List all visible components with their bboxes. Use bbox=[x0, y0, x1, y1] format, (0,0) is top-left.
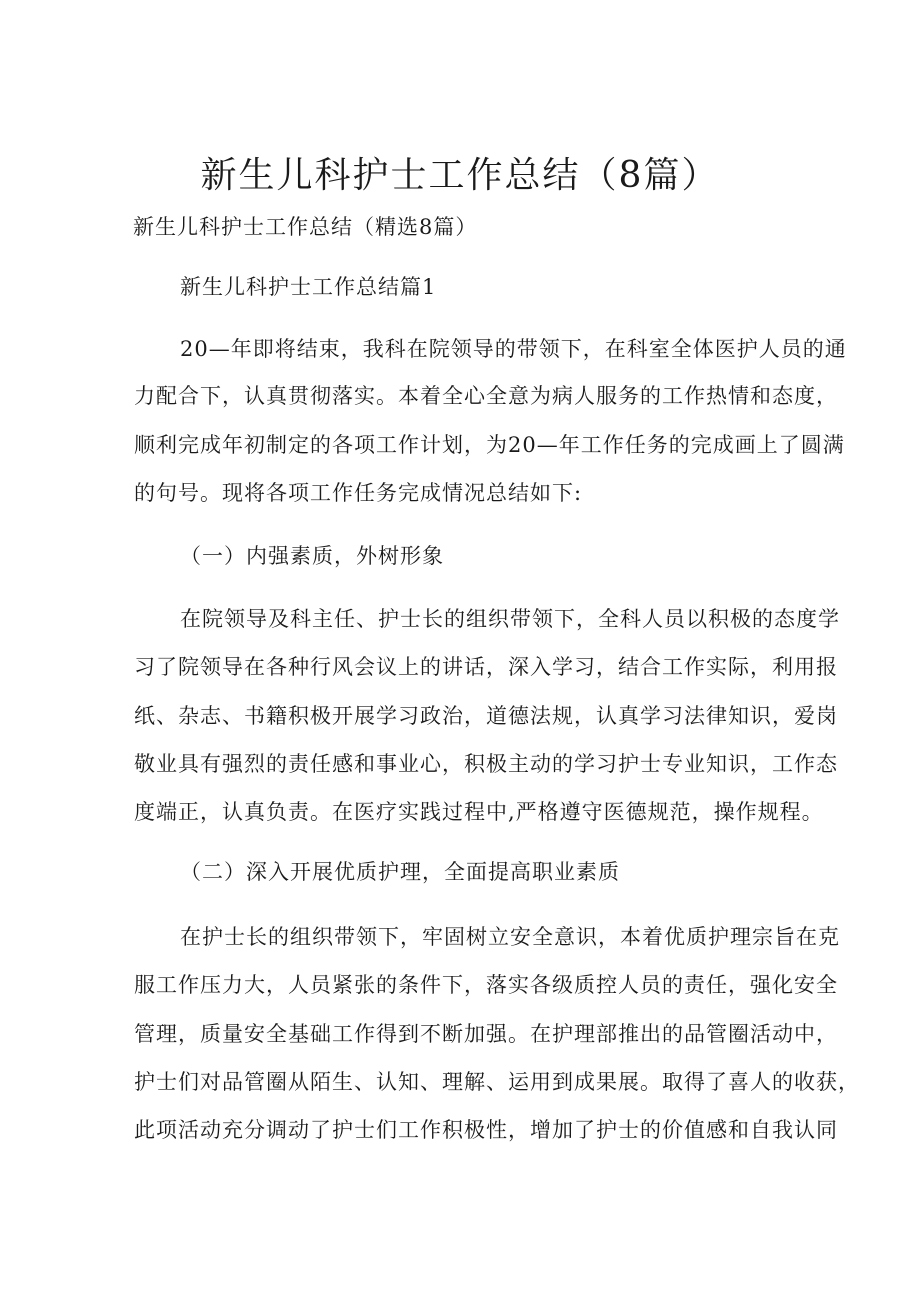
paragraph-2-line-4: 敬业具有强烈的责任感和事业心，积极主动的学习护士专业知识，工作态 bbox=[134, 752, 838, 776]
subheading-1: （一）内强素质，外树形象 bbox=[180, 544, 444, 568]
paragraph-3-line-2: 服工作压力大，人员紧张的条件下，落实各级质控人员的责任，强化安全 bbox=[134, 973, 838, 997]
paragraph-3-line-1: 在护士长的组织带领下，牢固树立安全意识，本着优质护理宗旨在克 bbox=[180, 925, 840, 949]
paragraph-3-line-4: 护士们对品管圈从陌生、认知、理解、运用到成果展。取得了喜人的收获， bbox=[134, 1070, 860, 1094]
paragraph-1-line-1: 20—年即将结束，我科在院领导的带领下，在科室全体医护人员的通 bbox=[180, 337, 847, 361]
paragraph-1-line-3: 顺利完成年初制定的各项工作计划，为20—年工作任务的完成画上了圆满 bbox=[134, 433, 845, 457]
document-subtitle: 新生儿科护士工作总结（精选8篇） bbox=[133, 215, 478, 239]
paragraph-2-line-1: 在院领导及科主任、护士长的组织带领下，全科人员以积极的态度学 bbox=[180, 607, 840, 631]
paragraph-2-line-2: 习了院领导在各种行风会议上的讲话，深入学习，结合工作实际，利用报 bbox=[134, 655, 838, 679]
paragraph-1-line-4: 的句号。现将各项工作任务完成情况总结如下: bbox=[134, 481, 583, 505]
subheading-2: （二）深入开展优质护理，全面提高职业素质 bbox=[180, 860, 620, 884]
paragraph-3-line-5: 此项活动充分调动了护士们工作积极性，增加了护士的价值感和自我认同 bbox=[134, 1118, 838, 1142]
paragraph-2-line-3: 纸、杂志、书籍积极开展学习政治，道德法规，认真学习法律知识，爱岗 bbox=[134, 704, 838, 728]
section-heading: 新生儿科护士工作总结篇1 bbox=[180, 275, 437, 299]
paragraph-1-line-2: 力配合下，认真贯彻落实。本着全心全意为病人服务的工作热情和态度， bbox=[134, 384, 838, 408]
paragraph-3-line-3: 管理，质量安全基础工作得到不断加强。在护理部推出的品管圈活动中， bbox=[134, 1022, 838, 1046]
document-title: 新生儿科护士工作总结（8篇） bbox=[200, 155, 720, 196]
paragraph-2-line-5: 度端正，认真负责。在医疗实践过程中,严格遵守医德规范，操作规程。 bbox=[134, 800, 824, 824]
